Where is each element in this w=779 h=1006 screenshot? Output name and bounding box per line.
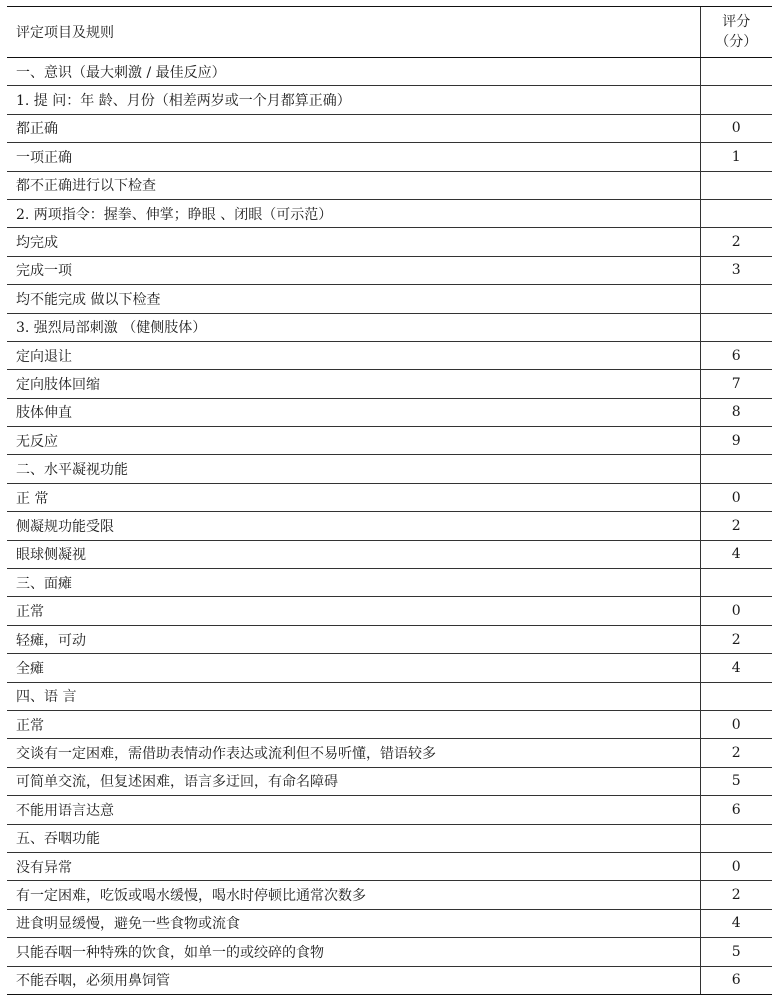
score-header-line2: （分） (715, 34, 758, 50)
table-row (7, 597, 772, 625)
row-item-text: 定向退让 (7, 341, 700, 369)
row-score (700, 58, 772, 86)
row-score (700, 455, 772, 483)
row-score: 2 (700, 739, 772, 767)
table-row (7, 767, 772, 795)
table-row (7, 341, 772, 369)
row-item-text: 可简单交流，但复述困难，语言多迂回，有命名障碍 (7, 767, 700, 795)
row-item-text: 完成一项 (7, 256, 700, 284)
table-row (7, 58, 772, 86)
row-score: 6 (700, 796, 772, 824)
row-item-text: 1. 提 问：年 龄、月份（相差两岁或一个月都算正确） (7, 86, 700, 114)
row-score (700, 199, 772, 227)
row-item-text: 无反应 (7, 427, 700, 455)
row-score: 1 (700, 143, 772, 171)
table-row (7, 796, 772, 824)
table-row (7, 852, 772, 880)
row-score: 3 (700, 256, 772, 284)
row-score: 0 (700, 597, 772, 625)
row-item-text: 3. 强烈局部刺激 （健侧肢体） (7, 313, 700, 341)
row-score: 8 (700, 398, 772, 426)
table-row (7, 199, 772, 227)
row-score: 9 (700, 427, 772, 455)
table-row (7, 483, 772, 511)
row-item-text: 一、意识（最大刺激 / 最佳反应） (7, 58, 700, 86)
table-header-row (7, 7, 772, 58)
table-row (7, 285, 772, 313)
row-item-text: 都正确 (7, 114, 700, 142)
table-row (7, 625, 772, 653)
score-column-header (700, 7, 772, 58)
row-score: 5 (700, 938, 772, 966)
row-score: 0 (700, 710, 772, 738)
row-score: 2 (700, 228, 772, 256)
table-row (7, 86, 772, 114)
table-row (7, 512, 772, 540)
row-score (700, 313, 772, 341)
row-score (700, 171, 772, 199)
row-item-text: 都不正确进行以下检查 (7, 171, 700, 199)
row-score (700, 682, 772, 710)
row-score: 0 (700, 114, 772, 142)
row-item-text: 只能吞咽一种特殊的饮食，如单一的或绞碎的食物 (7, 938, 700, 966)
row-score (700, 824, 772, 852)
table-row (7, 143, 772, 171)
row-item-text: 正 常 (7, 483, 700, 511)
row-item-text: 有一定困难，吃饭或喝水缓慢，喝水时停顿比通常次数多 (7, 881, 700, 909)
table-row (7, 909, 772, 937)
row-score: 6 (700, 341, 772, 369)
table-row (7, 256, 772, 284)
row-item-text: 正常 (7, 710, 700, 738)
table-row (7, 370, 772, 398)
table-row (7, 682, 772, 710)
row-item-text: 五、吞咽功能 (7, 824, 700, 852)
row-score: 6 (700, 966, 772, 994)
row-score: 5 (700, 767, 772, 795)
row-item-text: 一项正确 (7, 143, 700, 171)
scoring-table-container (7, 6, 772, 995)
row-item-text: 2. 两项指令：握拳、伸掌；睁眼 、闭眼（可示范） (7, 199, 700, 227)
row-score: 2 (700, 625, 772, 653)
table-row (7, 710, 772, 738)
row-score: 0 (700, 852, 772, 880)
table-row (7, 540, 772, 568)
table-row (7, 966, 772, 994)
table-row (7, 938, 772, 966)
table-row (7, 427, 772, 455)
row-item-text: 眼球侧凝视 (7, 540, 700, 568)
row-score: 2 (700, 881, 772, 909)
table-row (7, 313, 772, 341)
table-row (7, 398, 772, 426)
row-item-text: 全瘫 (7, 654, 700, 682)
row-item-text: 二、水平凝视功能 (7, 455, 700, 483)
row-score: 4 (700, 540, 772, 568)
row-item-text: 不能吞咽，必须用鼻饲管 (7, 966, 700, 994)
row-item-text: 定向肢体回缩 (7, 370, 700, 398)
item-column-header: 评定项目及规则 (7, 7, 700, 58)
table-row (7, 569, 772, 597)
table-row (7, 171, 772, 199)
table-row (7, 114, 772, 142)
table-row (7, 739, 772, 767)
row-score: 0 (700, 483, 772, 511)
row-item-text: 侧凝规功能受限 (7, 512, 700, 540)
row-item-text: 均完成 (7, 228, 700, 256)
table-row (7, 455, 772, 483)
row-item-text: 不能用语言达意 (7, 796, 700, 824)
row-item-text: 四、语 言 (7, 682, 700, 710)
row-score: 7 (700, 370, 772, 398)
row-score: 4 (700, 654, 772, 682)
row-score (700, 86, 772, 114)
row-score: 2 (700, 512, 772, 540)
row-item-text: 三、面瘫 (7, 569, 700, 597)
row-item-text: 交谈有一定困难，需借助表情动作表达或流利但不易听懂，错语较多 (7, 739, 700, 767)
table-row (7, 824, 772, 852)
row-item-text: 没有异常 (7, 852, 700, 880)
score-header-line1: 评分 (722, 14, 751, 30)
row-item-text: 正常 (7, 597, 700, 625)
table-row (7, 228, 772, 256)
scoring-table (7, 6, 772, 995)
row-score: 4 (700, 909, 772, 937)
table-body (7, 58, 772, 995)
table-row (7, 881, 772, 909)
row-score (700, 569, 772, 597)
row-score (700, 285, 772, 313)
row-item-text: 轻瘫，可动 (7, 625, 700, 653)
row-item-text: 肢体伸直 (7, 398, 700, 426)
row-item-text: 均不能完成 做以下检查 (7, 285, 700, 313)
row-item-text: 进食明显缓慢，避免一些食物或流食 (7, 909, 700, 937)
table-row (7, 654, 772, 682)
